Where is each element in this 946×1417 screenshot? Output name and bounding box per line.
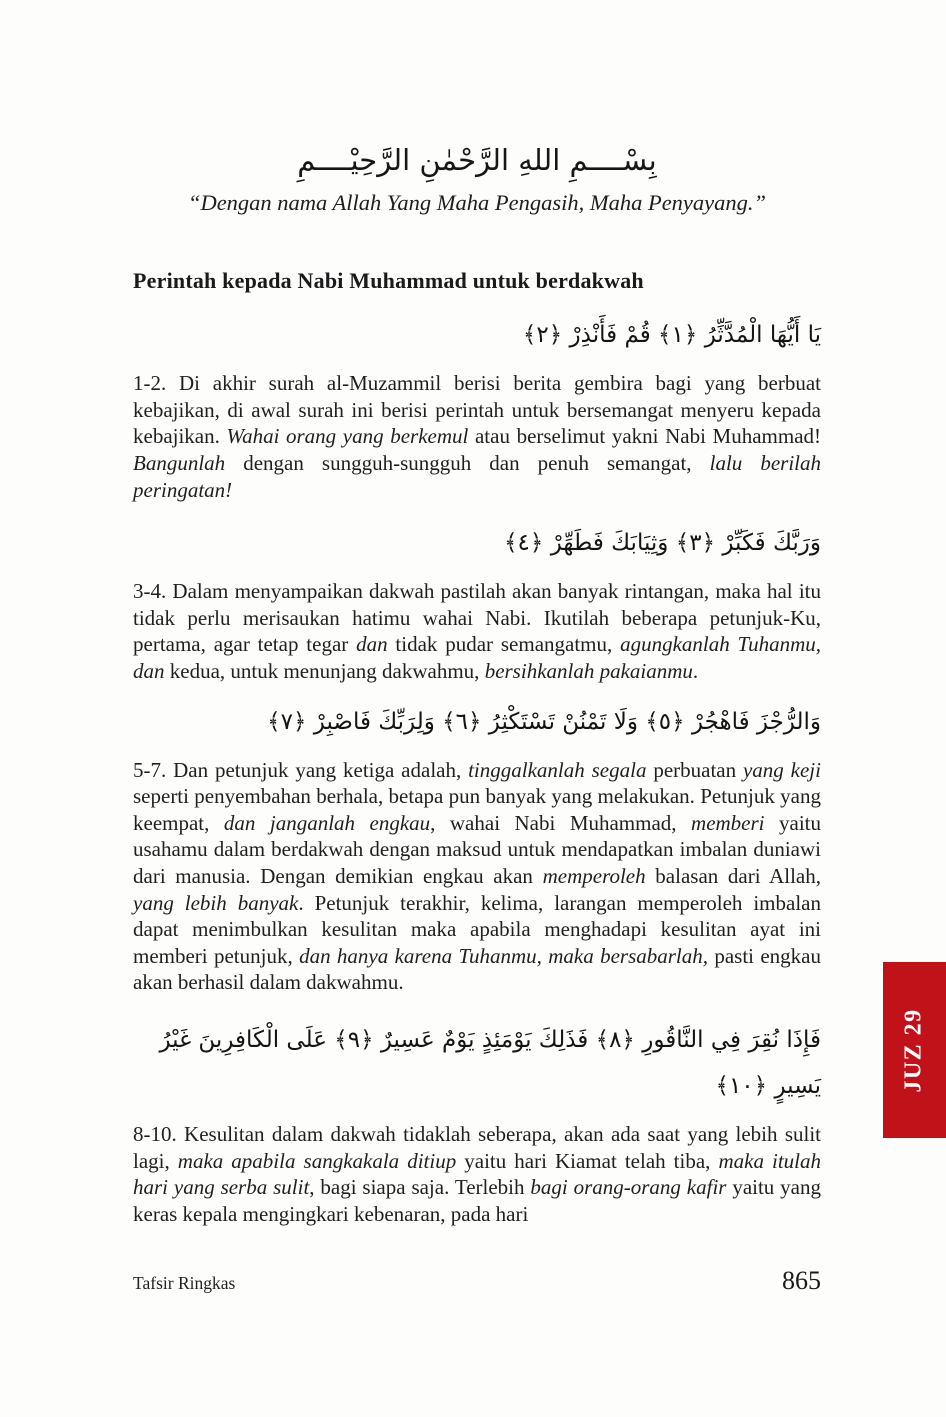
arabic-verse-5-7: وَالرُّجْزَ فَاهْجُرْ ﴿٥﴾ وَلَا تَمْنُنْ تَسْتَكْثِرُ ﴿٦﴾ وَلِرَبِّكَ فَاصْبِرْ ﴿٧﴾ (267, 708, 821, 735)
arabic-verse-3-4: وَرَبَّكَ فَكَبِّرْ ﴿٣﴾ وَثِيَابَكَ فَطَهِّرْ ﴿٤﴾ (504, 530, 821, 557)
bismillah-translation: “Dengan nama Allah Yang Maha Pengasih, Maha Penyayang.” (187, 190, 767, 215)
tafsir-paragraph-1-2: 1-2. Di akhir surah al-Muzammil berisi berita gembira bagi yang berbuat kebajikan, di awal surah ini berisi perintah untuk bersemangat menyeru kepada kebajikan. Wahai orang yang berkemul atau berselimut yakni Nabi Muhammad! Bangunlah dengan sungguh-sungguh dan penuh semangat, lalu berilah peringatan! (133, 371, 822, 502)
footer-book-title: Tafsir Ringkas (133, 1273, 236, 1293)
page-footer (133, 1266, 821, 1296)
tafsir-paragraph-8-10: 8-10. Kesulitan dalam dakwah tidaklah seberapa, akan ada saat yang lebih sulit lagi, maka apabila sangkakala ditiup yaitu hari Kiamat telah tiba, maka itulah hari yang serba sulit, bagi siapa saja. Terlebih bagi orang-orang kafir yaitu yang keras kepala mengingkari kebenaran, pada hari (133, 1121, 822, 1226)
juz-tab-label: JUZ 29 (901, 1007, 927, 1093)
arabic-verse-1-2: يَا أَيُّهَا الْمُدَّثِّرُ ﴿١﴾ قُمْ فَأَنْذِرْ ﴿٢﴾ (522, 322, 821, 349)
tafsir-paragraph-5-7: 5-7. Dan petunjuk yang ketiga adalah, tinggalkanlah segala perbuatan yang keji seperti penyembahan berhala, betapa pun banyak yang melakukan. Petunjuk yang keempat, dan janganlah engkau, wahai Nabi Muhammad, memberi yaitu usahamu dalam berdakwah dengan maksud untuk mendapatkan imbalan duniawi dari manusia. Dengan demikian engkau akan memperoleh balasan dari Allah, yang lebih banyak. Petunjuk terakhir, kelima, larangan memperoleh imbalan dapat menimbulkan kesulitan maka apabila menghadapi kesulitan ayat ini memberi petunjuk, dan hanya karena Tuhanmu, maka bersabarlah, pasti engkau akan berhasil dalam dakwahmu. (133, 757, 821, 995)
juz-edge-tab (883, 962, 946, 1138)
tafsir-paragraph-3-4: 3-4. Dalam menyampaikan dakwah pastilah akan banyak rintangan, maka hal itu tidak perlu merisaukan hatimu wahai Nabi. Ikutilah beberapa petunjuk-Ku, pertama, agar tetap tegar dan tidak pudar semangatmu, agungkanlah Tuhanmu, dan kedua, untuk menunjang dakwahmu, bersihkanlah pakaianmu. (133, 579, 821, 683)
arabic-verse-8-10: فَإِذَا نُقِرَ فِي النَّاقُورِ ﴿٨﴾ فَذَلِكَ يَوْمَئِذٍ يَوْمٌ عَسِيرٌ ﴿٩﴾ عَلَى الْكَافِرِينَ غَيْرُ يَسِيرٍ ﴿١٠﴾ (159, 1026, 821, 1099)
bismillah-calligraphy: بِسْــــمِ اللهِ الرَّحْمٰنِ الرَّحِيْــــمِ (297, 143, 657, 177)
footer-page-number: 865 (782, 1266, 821, 1295)
page-content (133, 0, 821, 1227)
section-heading: Perintah kepada Nabi Muhammad untuk berdakwah (133, 268, 644, 293)
